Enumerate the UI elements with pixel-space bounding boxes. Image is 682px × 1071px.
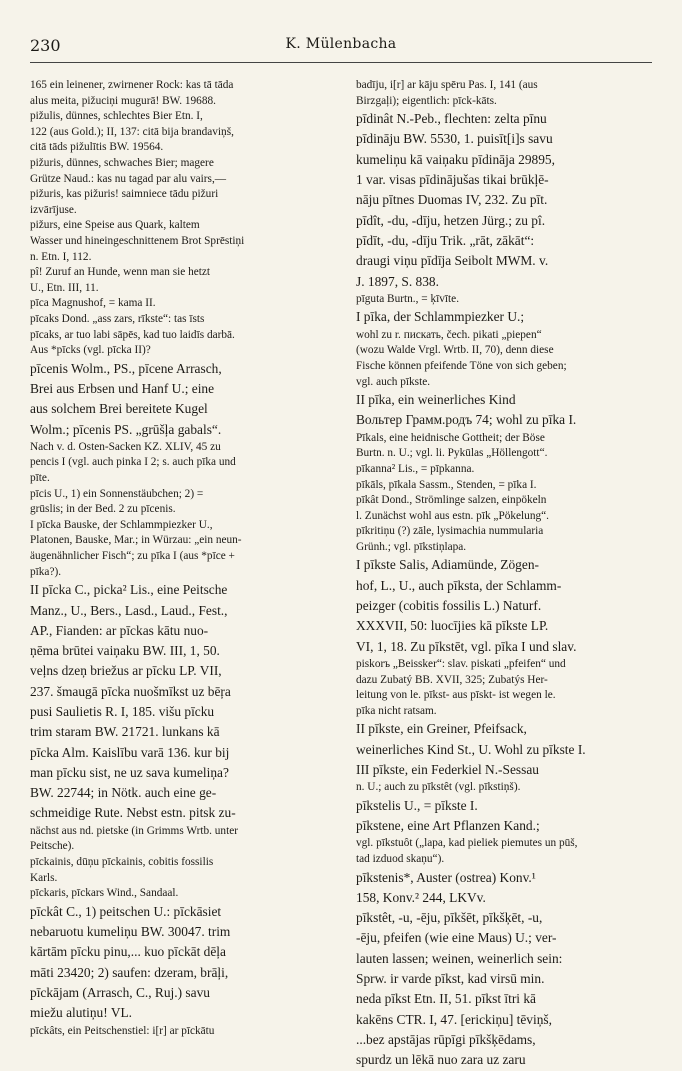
text-line: pīte.: [30, 472, 50, 485]
text-line: III pīkste, ein Federkiel N.-Sessau: [356, 761, 539, 777]
text-line: Aus *pīcks (vgl. pīcka II)?: [30, 344, 151, 357]
text-line: draugi viņu pīdīja Seibolt MWM. v.: [356, 253, 549, 269]
text-line: 165 ein leinener, zwirnener Rock: kas tā tāda: [30, 79, 234, 91]
text-line: BW. 22744; in Nötk. auch eine ge-: [30, 785, 217, 801]
text-line: 1 var. visas pīdinājušas tikai brūkļē-: [356, 172, 549, 188]
text-line: lauten lassen; weinen, weinerlich sein:: [356, 950, 563, 966]
text-line: vgl. auch pīkste.: [356, 375, 431, 388]
text-line: pižulis, dünnes, schlechtes Bier Etn. I,: [30, 110, 203, 123]
text-line: Platonen, Bauske, Mar.; in Würzau: „ein neun-: [30, 534, 242, 547]
text-line: äugenähnlicher Fisch“; zu pīka I (aus *pīce +: [30, 550, 235, 563]
text-line: pīka?).: [30, 565, 62, 578]
text-line: pižuris, dünnes, schwaches Bier; magere: [30, 156, 214, 169]
running-title: K. Mülenbacha: [285, 36, 397, 52]
text-line: 158, Konv.² 244, LKVv.: [356, 889, 486, 905]
text-line: Pīkals, eine heidnische Gottheit; der Böse: [356, 431, 545, 444]
text-line: pīdināju BW. 5530, 1. puisīt[i]s savu: [356, 131, 553, 147]
text-line: pusi Saulietis R. I, 185. višu pīcku: [30, 704, 215, 719]
text-line: Birzgaļi); eigentlich: pīck-kāts.: [356, 94, 497, 107]
text-line: izvārījuse.: [30, 203, 77, 216]
text-line: pīguta Burtn., = ķīvīte.: [356, 292, 460, 305]
header-rule: [30, 62, 652, 63]
text-line: 122 (aus Gold.); II, 137: citā bija brandaviņš,: [30, 125, 234, 138]
text-line: J. 1897, S. 838.: [356, 273, 439, 289]
text-line: Fische können pfeifende Töne von sich geben;: [356, 359, 567, 372]
text-line: vgl. pīkstuôt („lapa, kad pieliek piemutes un pūš,: [356, 837, 578, 850]
text-line: pīdît, -du, -dīju, hetzen Jürg.; zu pî.: [356, 212, 546, 228]
text-line: pīcaks Dond. „ass zars, rīkste“: tas īsts: [30, 312, 205, 325]
text-line: 237. šmaugā pīcka nuošmīkst uz bēŗa: [30, 683, 231, 699]
text-line: pīkritiņu (?) zāle, lysimachia nummularia: [356, 525, 544, 538]
text-line: AP., Fianden: ar pīckas kātu nuo-: [30, 622, 209, 638]
text-line: ...bez apstājas rūpīgi pīkšķēdams,: [356, 1031, 536, 1047]
text-line: II pīkste, ein Greiner, Pfeifsack,: [356, 721, 527, 737]
text-line: pencis I (vgl. auch pinka I 2; s. auch pīka und: [30, 456, 236, 469]
text-line: n. Etn. I, 112.: [30, 250, 92, 263]
text-line: badīju, i[r] ar kāju spēru Pas. I, 141 (aus: [356, 79, 538, 91]
text-line: aus solchem Brei bereitete Kugel: [30, 401, 208, 417]
text-line: pīdinât N.-Peb., flechten: zelta pīnu: [356, 111, 547, 127]
text-line: pīkāls, pīkala Sassm., Stenden, = pīka I.: [356, 478, 537, 491]
text-line: spurdz un lēkā nuo zara uz zaru: [356, 1052, 526, 1068]
text-line: VI, 1, 18. Zu pīkstēt, vgl. pīka I und slav.: [356, 638, 577, 654]
text-line: pīcka Alm. Kaislību varā 136. kur bij: [30, 744, 230, 760]
text-line: Burtn. n. U.; vgl. li. Pykūlas „Höllengott“.: [356, 447, 548, 460]
text-line: pīkstenis*, Auster (ostrea) Konv.¹: [356, 869, 536, 885]
text-line: U., Etn. III, 11.: [30, 281, 99, 294]
text-line: grūslis; in der Bed. 2 zu pīcenis.: [30, 503, 176, 516]
text-line: pīckaris, pīckars Wind., Sandaal.: [30, 887, 179, 900]
text-line: nächst aus nd. pietske (in Grimms Wrtb. unter: [30, 824, 238, 837]
text-line: II pīka, ein weinerliches Kind: [356, 392, 516, 408]
text-line: Вольтер Грамм.родъ 74; wohl zu pīka I.: [356, 412, 577, 428]
text-line: man pīcku sist, ne uz sava kumeliņa?: [30, 764, 229, 780]
text-line: pīcaks, ar tuo labi sāpēs, kad tuo laidīs darbā.: [30, 328, 235, 341]
text-line: weinerliches Kind St., U. Wohl zu pīkste I.: [356, 741, 586, 757]
text-line: pīckainis, dūņu pīckainis, cobitis fossilis: [30, 855, 214, 868]
text-line: dazu Zubatý BB. XVII, 325; Zubatýs Her-: [356, 673, 548, 686]
text-line: kārtām pīcku pinu,... kuo pīckāt dēļa: [30, 944, 226, 960]
text-line: kumeliņu kā vaiņaku pīdināja 29895,: [356, 151, 555, 167]
text-line: Nach v. d. Osten-Sacken KZ. XLIV, 45 zu: [30, 440, 221, 453]
text-line: -ēju, pfeifen (wie eine Maus) U.; ver-: [356, 930, 557, 946]
text-line: veļns dzeņ briežus ar pīcku LP. VII,: [30, 663, 222, 679]
text-line: pīkstelis U., = pīkste I.: [356, 797, 478, 813]
text-line: nāju pītnes Duomas IV, 232. Zu pīt.: [356, 192, 548, 208]
text-line: pīkstene, eine Art Pflanzen Kand.;: [356, 818, 540, 834]
text-line: I pīcka Bauske, der Schlammpiezker U.,: [30, 518, 213, 531]
text-line: Wasser und hineingeschnittenem Brot Sprēstiņi: [30, 234, 245, 247]
text-line: II pīcka C., picka² Lis., eine Peitsche: [30, 582, 228, 598]
text-line: trim staram BW. 21721. lunkans kā: [30, 724, 220, 740]
text-line: tad izduod skaņu“).: [356, 853, 445, 865]
text-line: miežu alutiņu! VL.: [30, 1005, 133, 1021]
text-line: pīckâts, ein Peitschenstiel: i[r] ar pīckātu: [30, 1024, 215, 1037]
text-line: schmeidige Rute. Nebst estn. pitsk zu-: [30, 805, 236, 821]
text-line: citā tāds pižulītis BW. 19564.: [30, 141, 164, 154]
text-line: ņēma brūtei vaiņaku BW. III, 1, 50.: [30, 643, 220, 659]
text-line: hof, L., U., auch pīksta, der Schlamm-: [356, 577, 562, 593]
text-line: (wozu Walde Vrgl. Wrtb. II, 70), denn diese: [356, 344, 554, 357]
right-column: [356, 78, 654, 1071]
text-line: pīkanna² Lis., = pīpkanna.: [356, 462, 475, 475]
page-header: [30, 36, 652, 58]
left-column: [30, 78, 328, 1039]
text-line: pīka nicht ratsam.: [356, 704, 437, 717]
text-line: Brei aus Erbsen und Hanf U.; eine: [30, 380, 215, 396]
text-line: kakēns CTR. I, 47. [erickiņu] tēviņš,: [356, 1011, 552, 1027]
text-line: pīdīt, -du, -dīju Trik. „rāt, zākāt“:: [356, 232, 535, 248]
text-line: piskorъ „Beissker“: slav. piskati „pfeifen“ und: [356, 657, 566, 670]
text-line: l. Zunächst wohl aus estn. pīk „Pökelung“.: [356, 509, 549, 522]
text-line: XXXVII, 50: luocījies kā pīkste LP.: [356, 618, 549, 634]
text-line: Grütze Naud.: kas nu tagad par alu vairs,—: [30, 172, 227, 185]
text-line: pīckât C., 1) peitschen U.: pīckāsiet: [30, 903, 222, 919]
text-line: pižuris, kas pižuris! saimniece tādu pižuri: [30, 188, 219, 201]
text-line: pīkât Dond., Strömlinge salzen, einpökeln: [356, 494, 547, 507]
text-line: I pīkste Salis, Adiamünde, Zögen-: [356, 557, 539, 573]
text-line: Karls.: [30, 871, 58, 884]
text-line: pīckājam (Arrasch, C., Ruj.) savu: [30, 984, 210, 1000]
text-line: pīcenis Wolm., PS., pīcene Arrasch,: [30, 360, 222, 376]
text-line: neda pīkst Etn. II, 51. pīkst ītri kā: [356, 991, 537, 1007]
text-line: māti 23420; 2) saufen: dzeram, brāļi,: [30, 964, 229, 980]
text-line: pî! Zuruf an Hunde, wenn man sie hetzt: [30, 266, 211, 279]
text-line: wohl zu r. пискать, čech. pikati „piepen“: [356, 328, 542, 341]
text-line: Wolm.; pīcenis PS. „grūšļa gabals“.: [30, 421, 222, 437]
text-line: pīcis U., 1) ein Sonnenstäubchen; 2) =: [30, 487, 204, 500]
text-line: nebaruotu kumeliņu BW. 30047. trim: [30, 924, 231, 940]
text-line: Sprw. ir varde pīkst, kad virsū min.: [356, 971, 545, 987]
text-line: alus meita, pižuciņi mugurā! BW. 19688.: [30, 94, 216, 107]
text-line: Grünh.; vgl. pīkstiņlapa.: [356, 540, 467, 553]
page-number: 230: [30, 36, 61, 55]
text-line: leitung von le. pīkst- aus pīskt- ist wegen le.: [356, 689, 556, 702]
text-line: peizger (cobitis fossilis L.) Naturf.: [356, 598, 542, 614]
text-line: pīca Magnushof, = kama II.: [30, 297, 156, 310]
text-line: Manz., U., Bers., Lasd., Laud., Fest.,: [30, 602, 228, 618]
text-line: Peitsche).: [30, 840, 75, 853]
text-line: I pīka, der Schlammpiezker U.;: [356, 309, 525, 325]
text-line: pīkstêt, -u, -ēju, pīkšēt, pīkšķēt, -u,: [356, 910, 543, 926]
text-line: pižurs, eine Speise aus Quark, kaltem: [30, 219, 200, 232]
text-line: n. U.; auch zu pīkstêt (vgl. pīkstiņš).: [356, 781, 521, 794]
